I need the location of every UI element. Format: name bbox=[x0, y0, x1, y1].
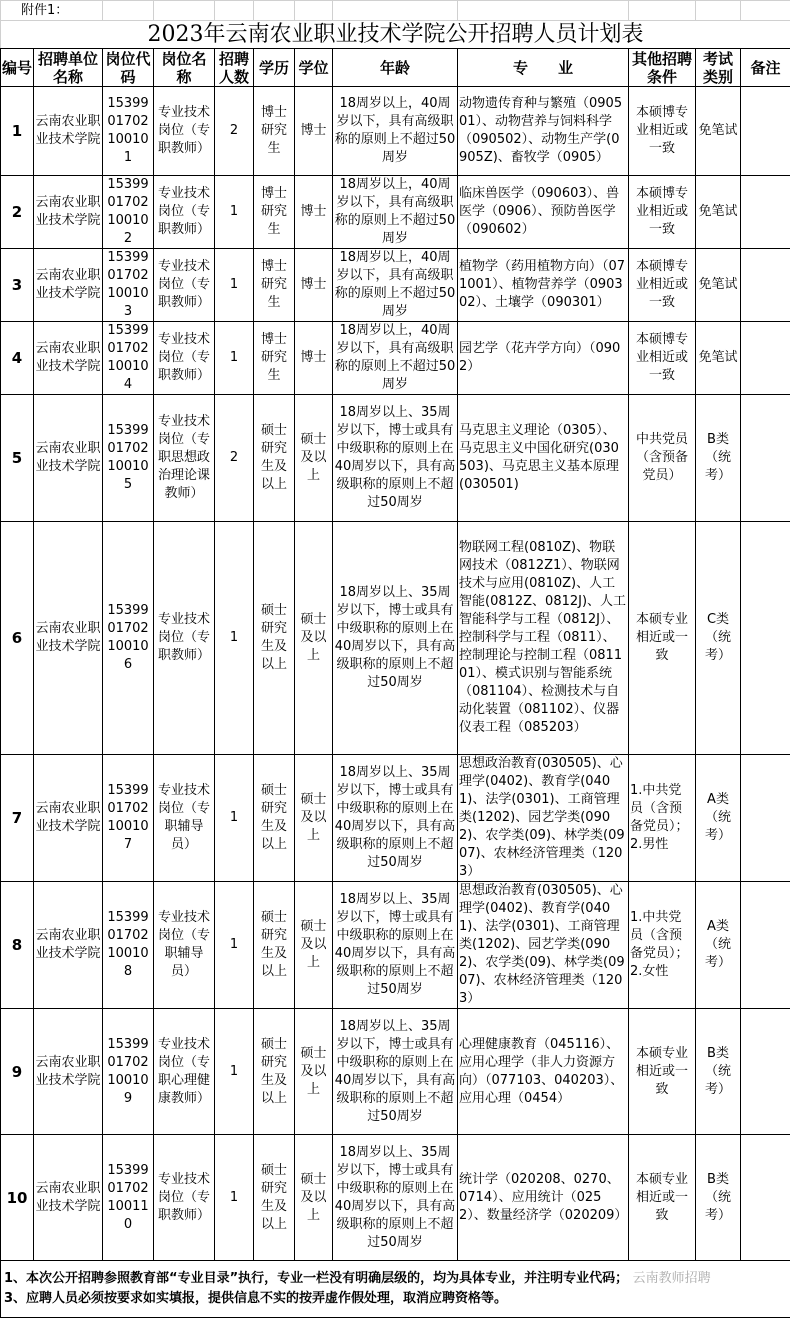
cell-note bbox=[741, 1135, 790, 1261]
cell-count: 1 bbox=[215, 322, 254, 395]
cell-degree: 硕士及以上 bbox=[295, 1009, 333, 1135]
cell-note bbox=[741, 1009, 790, 1135]
cell-note bbox=[741, 522, 790, 755]
cell-note bbox=[741, 322, 790, 395]
cell-post: 专业技术岗位（专职教师） bbox=[154, 322, 215, 395]
cell-no: 4 bbox=[1, 322, 34, 395]
cell-edu: 硕士研究生及以上 bbox=[254, 522, 295, 755]
cell-unit: 云南农业职业技术学院 bbox=[34, 87, 103, 176]
attachment-row bbox=[1, 1, 790, 21]
cell-exam: 免笔试 bbox=[696, 322, 741, 395]
cell-degree: 博士 bbox=[295, 176, 333, 249]
cell-age: 18周岁以上，40周岁以下，具有高级职称的原则上不超过50周岁 bbox=[333, 176, 458, 249]
cell-no: 6 bbox=[1, 522, 34, 755]
cell-major: 统计学（020208、0270、0714）、应用统计（0252）、数量经济学（020209） bbox=[458, 1135, 629, 1261]
cell-no: 1 bbox=[1, 87, 34, 176]
table-row bbox=[1, 1009, 790, 1135]
header-code: 岗位代码 bbox=[103, 49, 154, 87]
cell-unit: 云南农业职业技术学院 bbox=[34, 755, 103, 882]
cell-exam: A类（统考） bbox=[696, 755, 741, 882]
cell-age: 18周岁以上，40周岁以下，具有高级职称的原则上不超过50周岁 bbox=[333, 87, 458, 176]
header-other: 其他招聘条件 bbox=[629, 49, 696, 87]
cell-exam: 免笔试 bbox=[696, 249, 741, 322]
cell-code: 1539901702100108 bbox=[103, 882, 154, 1009]
cell-code: 1539901702100107 bbox=[103, 755, 154, 882]
cell-code: 1539901702100104 bbox=[103, 322, 154, 395]
cell-count: 1 bbox=[215, 249, 254, 322]
cell-edu: 硕士研究生及以上 bbox=[254, 882, 295, 1009]
header-exam: 考试类别 bbox=[696, 49, 741, 87]
cell-code: 1539901702100103 bbox=[103, 249, 154, 322]
footer-notes bbox=[1, 1261, 790, 1318]
footer-note-2: 3、应聘人员必须按要求如实填报，提供信息不实的按弄虚作假处理，取消应聘资格等。 bbox=[4, 1289, 789, 1309]
table-row bbox=[1, 522, 790, 755]
cell-other: 本硕博专业相近或一致 bbox=[629, 87, 696, 176]
cell-age: 18周岁以上、35周岁以下，博士或具有中级职称的原则上在40周岁以下，具有高级职称的原则上不超过50周岁 bbox=[333, 1009, 458, 1135]
cell-unit: 云南农业职业技术学院 bbox=[34, 1009, 103, 1135]
cell-age: 18周岁以上，40周岁以下，具有高级职称的原则上不超过50周岁 bbox=[333, 322, 458, 395]
cell-major: 马克思主义理论（0305）、马克思主义中国化研究(030503)、马克思主义基本原理(030501) bbox=[458, 395, 629, 522]
cell-code: 1539901702100109 bbox=[103, 1009, 154, 1135]
cell-post: 专业技术岗位（专职教师） bbox=[154, 176, 215, 249]
cell-other: 本硕博专业相近或一致 bbox=[629, 176, 696, 249]
cell-note bbox=[741, 176, 790, 249]
cell-post: 专业技术岗位（专职教师） bbox=[154, 1135, 215, 1261]
cell-exam: B类（统考） bbox=[696, 395, 741, 522]
cell-major: 物联网工程(0810Z)、物联网技术（0812Z1）、物联网技术与应用(0810Z)、人工智能(0812Z、0812J)、人工智能科学与工程（0812J）、控制科学与工程（0811）、控制理论与控制工程（081101）、模式识别与智能系统（081104）、检测技术与自动化装置（081102）、仪器仪表工程（085203） bbox=[458, 522, 629, 755]
cell-edu: 博士研究生 bbox=[254, 87, 295, 176]
table-row bbox=[1, 87, 790, 176]
cell-post: 专业技术岗位（专职心理健康教师） bbox=[154, 1009, 215, 1135]
cell-degree: 博士 bbox=[295, 322, 333, 395]
cell-no: 8 bbox=[1, 882, 34, 1009]
cell-edu: 博士研究生 bbox=[254, 322, 295, 395]
header-degree: 学位 bbox=[295, 49, 333, 87]
cell-age: 18周岁以上、35周岁以下，博士或具有中级职称的原则上在40周岁以下，具有高级职称的原则上不超过50周岁 bbox=[333, 395, 458, 522]
table-row bbox=[1, 1135, 790, 1261]
cell-no: 10 bbox=[1, 1135, 34, 1261]
attachment-label: 附件1： bbox=[1, 1, 103, 21]
cell-note bbox=[741, 395, 790, 522]
cell-count: 1 bbox=[215, 176, 254, 249]
cell-exam: B类（统考） bbox=[696, 1009, 741, 1135]
cell-other: 1.中共党员（含预备党员）；2.女性 bbox=[629, 882, 696, 1009]
cell-exam: C类（统考） bbox=[696, 522, 741, 755]
cell-degree: 硕士及以上 bbox=[295, 755, 333, 882]
cell-note bbox=[741, 882, 790, 1009]
cell-other: 1.中共党员（含预备党员）；2.男性 bbox=[629, 755, 696, 882]
cell-unit: 云南农业职业技术学院 bbox=[34, 1135, 103, 1261]
cell-age: 18周岁以上、35周岁以下，博士或具有中级职称的原则上在40周岁以下，具有高级职称的原则上不超过50周岁 bbox=[333, 882, 458, 1009]
cell-edu: 硕士研究生及以上 bbox=[254, 755, 295, 882]
cell-note bbox=[741, 755, 790, 882]
cell-post: 专业技术岗位（专职教师） bbox=[154, 249, 215, 322]
cell-no: 2 bbox=[1, 176, 34, 249]
cell-no: 9 bbox=[1, 1009, 34, 1135]
cell-degree: 硕士及以上 bbox=[295, 1135, 333, 1261]
title-row bbox=[1, 21, 790, 49]
cell-degree: 博士 bbox=[295, 249, 333, 322]
cell-unit: 云南农业职业技术学院 bbox=[34, 522, 103, 755]
cell-post: 专业技术岗位（专职教师） bbox=[154, 87, 215, 176]
cell-unit: 云南农业职业技术学院 bbox=[34, 249, 103, 322]
header-unit: 招聘单位名称 bbox=[34, 49, 103, 87]
cell-count: 1 bbox=[215, 755, 254, 882]
cell-post: 专业技术岗位（专职辅导员） bbox=[154, 882, 215, 1009]
cell-major: 临床兽医学（090603）、兽医学（0906）、预防兽医学（090602） bbox=[458, 176, 629, 249]
cell-count: 2 bbox=[215, 87, 254, 176]
cell-edu: 博士研究生 bbox=[254, 249, 295, 322]
cell-post: 专业技术岗位（专职教师） bbox=[154, 522, 215, 755]
cell-major: 园艺学（花卉学方向）（0902） bbox=[458, 322, 629, 395]
cell-degree: 硕士及以上 bbox=[295, 882, 333, 1009]
cell-age: 18周岁以上，40周岁以下，具有高级职称的原则上不超过50周岁 bbox=[333, 249, 458, 322]
header-age: 年龄 bbox=[333, 49, 458, 87]
table-row bbox=[1, 249, 790, 322]
cell-code: 1539901702100110 bbox=[103, 1135, 154, 1261]
cell-count: 1 bbox=[215, 1009, 254, 1135]
cell-unit: 云南农业职业技术学院 bbox=[34, 395, 103, 522]
header-no: 编号 bbox=[1, 49, 34, 87]
cell-exam: A类（统考） bbox=[696, 882, 741, 1009]
header-major: 专 业 bbox=[458, 49, 629, 87]
table-row bbox=[1, 395, 790, 522]
header-edu: 学历 bbox=[254, 49, 295, 87]
cell-exam: B类（统考） bbox=[696, 1135, 741, 1261]
cell-other: 本硕专业相近或一致 bbox=[629, 1009, 696, 1135]
cell-major: 心理健康教育（045116）、应用心理学（非人力资源方向）（077103、040203）、应用心理（0454） bbox=[458, 1009, 629, 1135]
cell-degree: 硕士及以上 bbox=[295, 522, 333, 755]
cell-count: 1 bbox=[215, 1135, 254, 1261]
cell-other: 本硕博专业相近或一致 bbox=[629, 249, 696, 322]
cell-degree: 博士 bbox=[295, 87, 333, 176]
cell-count: 1 bbox=[215, 522, 254, 755]
cell-age: 18周岁以上、35周岁以下，博士或具有中级职称的原则上在40周岁以下，具有高级职称的原则上不超过50周岁 bbox=[333, 522, 458, 755]
cell-other: 中共党员（含预备党员） bbox=[629, 395, 696, 522]
header-count: 招聘人数 bbox=[215, 49, 254, 87]
table-row bbox=[1, 176, 790, 249]
cell-age: 18周岁以上、35周岁以下，博士或具有中级职称的原则上在40周岁以下，具有高级职称的原则上不超过50周岁 bbox=[333, 1135, 458, 1261]
cell-age: 18周岁以上、35周岁以下，博士或具有中级职称的原则上在40周岁以下，具有高级职称的原则上不超过50周岁 bbox=[333, 755, 458, 882]
cell-edu: 硕士研究生及以上 bbox=[254, 395, 295, 522]
cell-exam: 免笔试 bbox=[696, 87, 741, 176]
cell-edu: 硕士研究生及以上 bbox=[254, 1135, 295, 1261]
cell-other: 本硕专业相近或一致 bbox=[629, 1135, 696, 1261]
cell-no: 5 bbox=[1, 395, 34, 522]
cell-count: 1 bbox=[215, 882, 254, 1009]
header-post: 岗位名称 bbox=[154, 49, 215, 87]
cell-unit: 云南农业职业技术学院 bbox=[34, 176, 103, 249]
cell-note bbox=[741, 87, 790, 176]
table-row bbox=[1, 882, 790, 1009]
cell-other: 本硕博专业相近或一致 bbox=[629, 322, 696, 395]
cell-code: 1539901702100101 bbox=[103, 87, 154, 176]
cell-other: 本硕专业相近或一致 bbox=[629, 522, 696, 755]
cell-unit: 云南农业职业技术学院 bbox=[34, 322, 103, 395]
cell-edu: 硕士研究生及以上 bbox=[254, 1009, 295, 1135]
page-title: 2023年云南农业职业技术学院公开招聘人员计划表 bbox=[1, 21, 790, 49]
cell-code: 1539901702100105 bbox=[103, 395, 154, 522]
cell-exam: 免笔试 bbox=[696, 176, 741, 249]
cell-count: 2 bbox=[215, 395, 254, 522]
watermark: 云南教师招聘 bbox=[633, 1271, 711, 1286]
cell-no: 3 bbox=[1, 249, 34, 322]
header-note: 备注 bbox=[741, 49, 790, 87]
cell-major: 思想政治教育(030505)、心理学(0402)、教育学(0401)、法学(0301)、工商管理类(1202)、园艺学类(0902)、农学类(09)、林学类(0907)、农林经济管理类（1203） bbox=[458, 755, 629, 882]
cell-major: 植物学（药用植物方向）（071001）、植物营养学（090302）、土壤学（090301） bbox=[458, 249, 629, 322]
cell-code: 1539901702100102 bbox=[103, 176, 154, 249]
cell-major: 动物遗传育种与繁殖（090501）、动物营养与饲料科学（090502）、动物生产学(0905Z)、畜牧学（0905） bbox=[458, 87, 629, 176]
cell-unit: 云南农业职业技术学院 bbox=[34, 882, 103, 1009]
table-row bbox=[1, 322, 790, 395]
cell-note bbox=[741, 249, 790, 322]
cell-post: 专业技术岗位（专职辅导员） bbox=[154, 755, 215, 882]
cell-degree: 硕士及以上 bbox=[295, 395, 333, 522]
cell-no: 7 bbox=[1, 755, 34, 882]
footer-note-1: 1、本次公开招聘参照教育部“专业目录”执行，专业一栏没有明确层级的，均为具体专业，并注明专业代码； 云南教师招聘 bbox=[4, 1269, 789, 1289]
cell-post: 专业技术岗位（专职思想政治理论课教师） bbox=[154, 395, 215, 522]
cell-major: 思想政治教育(030505)、心理学(0402)、教育学(0401)、法学(0301)、工商管理类(1202)、园艺学类(0902)、农学类(09)、林学类(0907)、农林经济管理类（1203） bbox=[458, 882, 629, 1009]
table-row bbox=[1, 755, 790, 882]
header-row bbox=[1, 49, 790, 87]
cell-edu: 博士研究生 bbox=[254, 176, 295, 249]
cell-code: 1539901702100106 bbox=[103, 522, 154, 755]
